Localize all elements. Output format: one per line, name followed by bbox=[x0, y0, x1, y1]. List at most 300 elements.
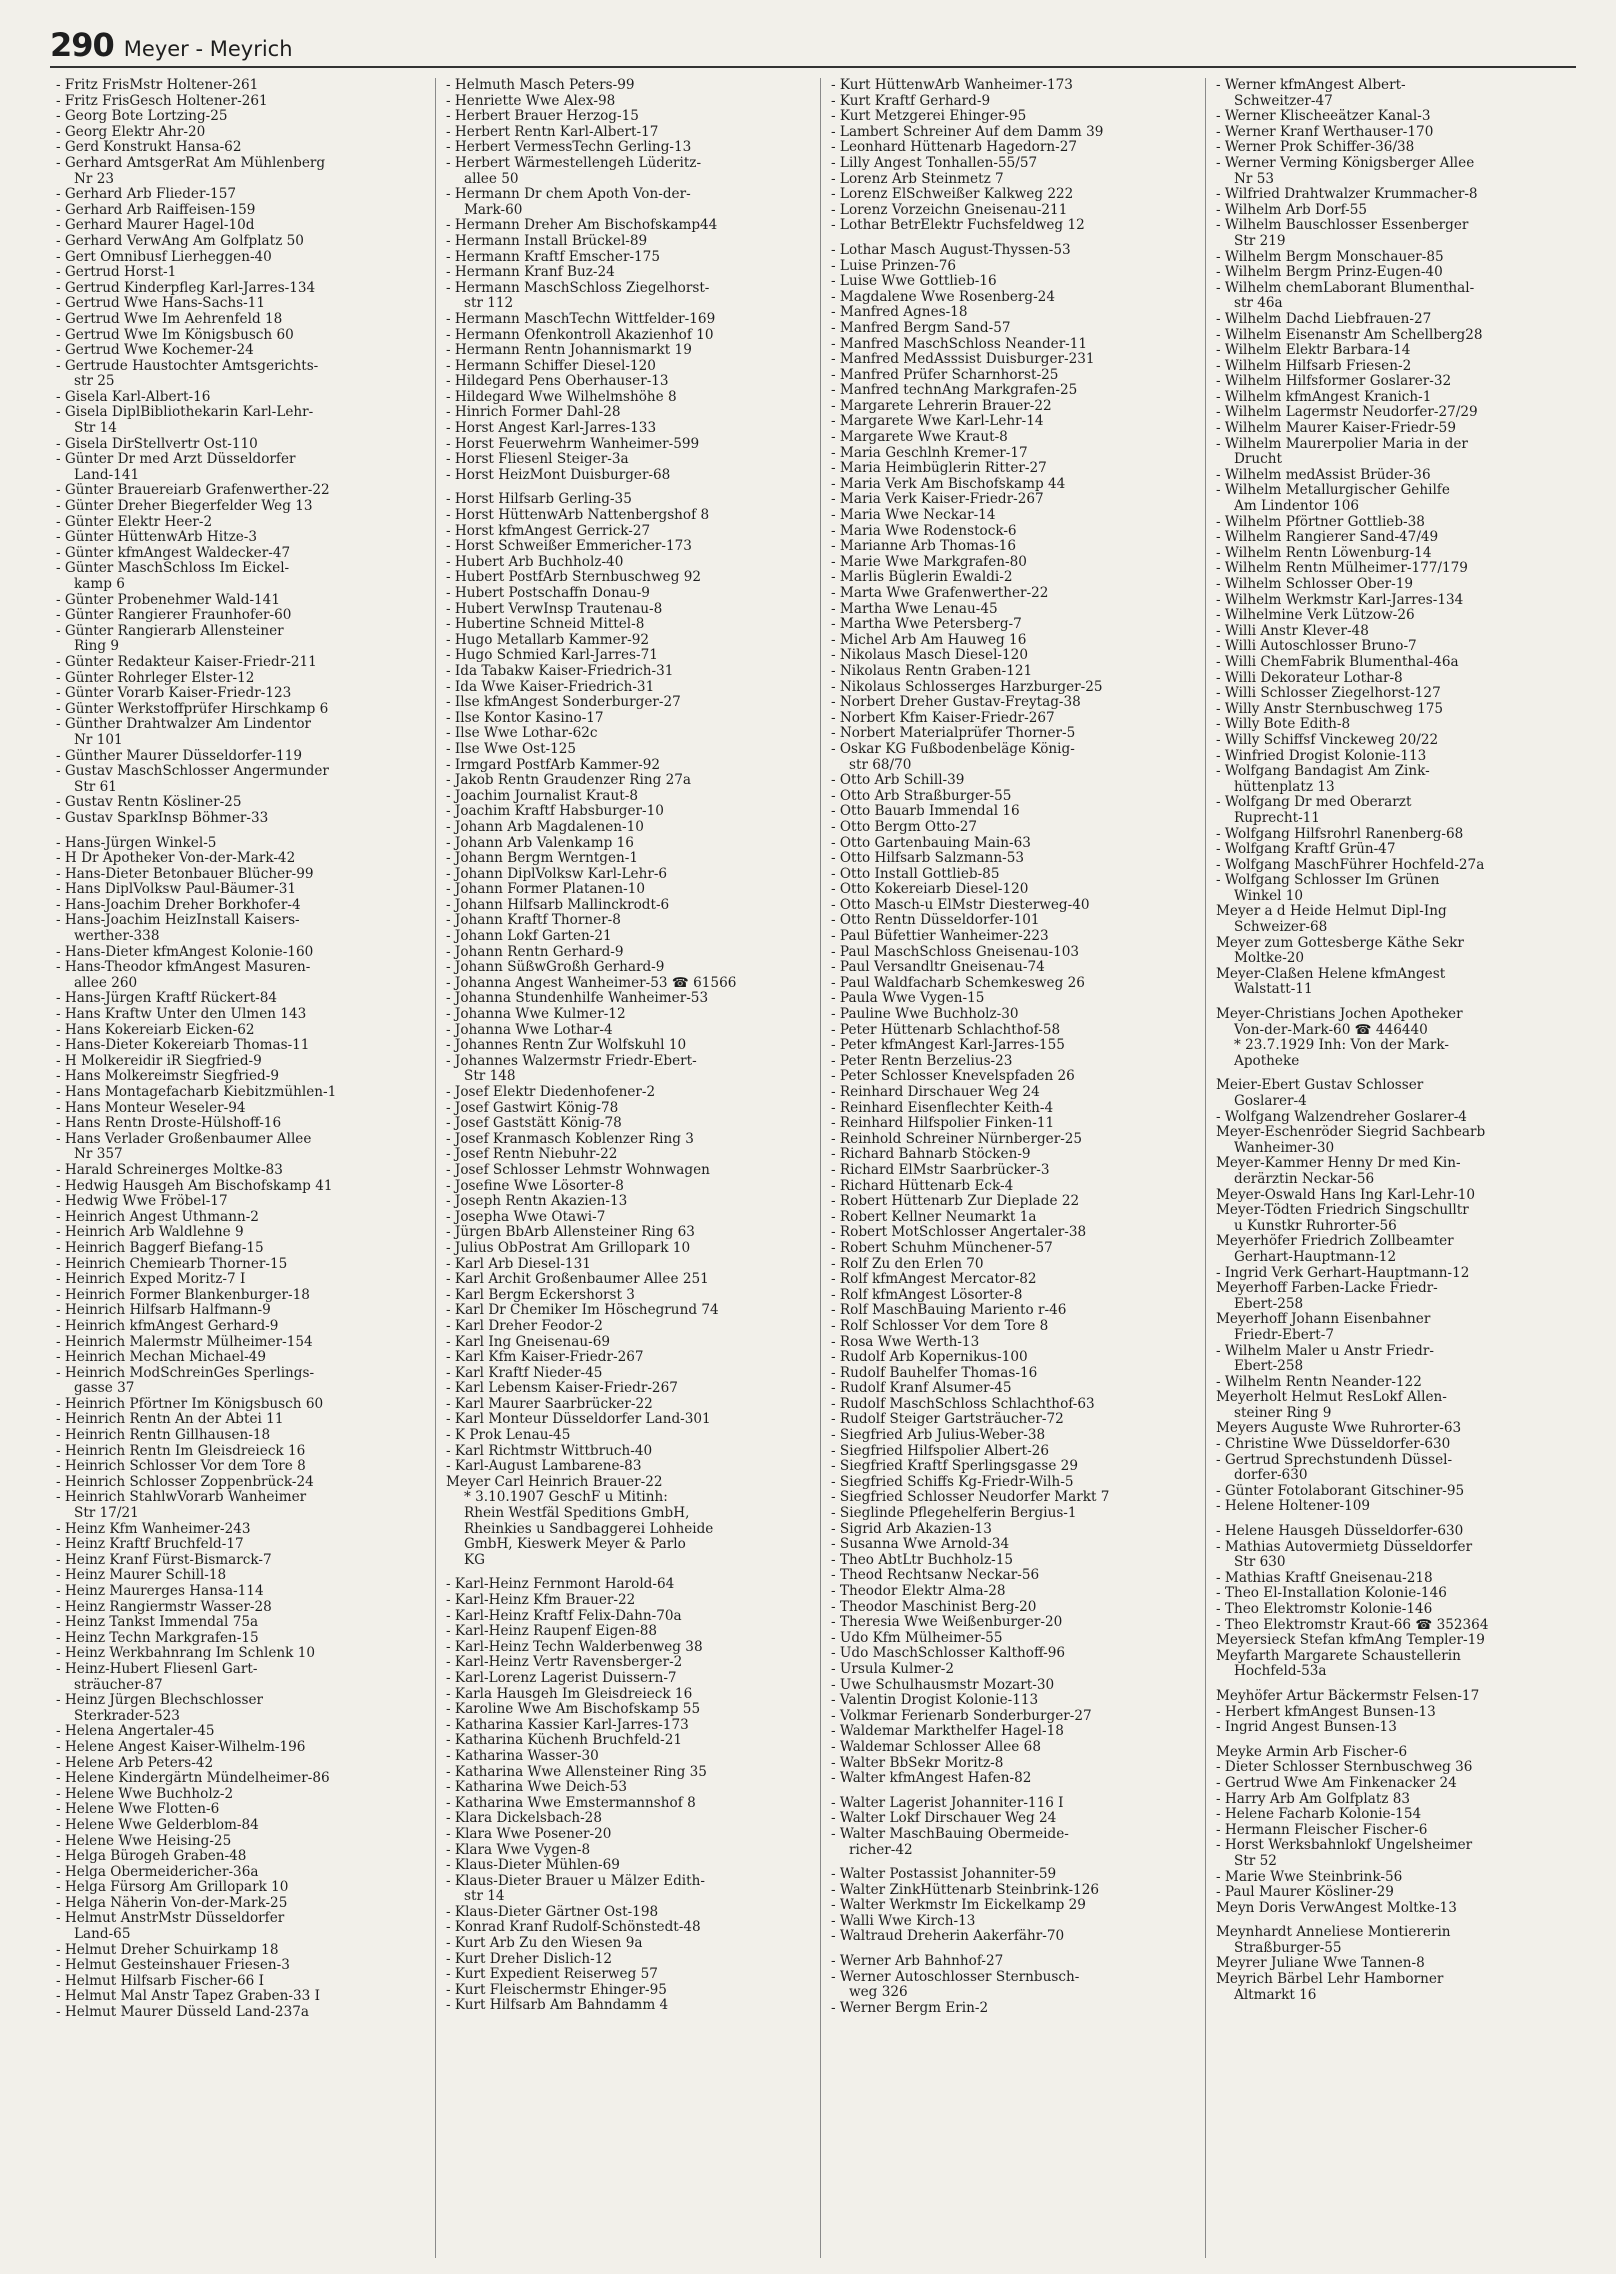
directory-entry: - Paul Büfettier Wanheimer-223 bbox=[831, 928, 1049, 945]
directory-entry: - Heinrich Arb Waldlehne 9 bbox=[56, 1224, 244, 1241]
directory-entry: - Gertrud Sprechstundenh Düssel- bbox=[1216, 1451, 1453, 1468]
directory-entry: - Gisela DirStellvertr Ost-110 bbox=[56, 435, 258, 452]
directory-entry: - Horst HeizMont Duisburger-68 bbox=[446, 466, 671, 483]
directory-entry: - Maria Heimbüglerin Ritter-27 bbox=[831, 460, 1047, 477]
directory-entry: - Karl-August Lambarene-83 bbox=[446, 1458, 642, 1475]
directory-entry: - Wilhelm Dachd Liebfrauen-27 bbox=[1216, 310, 1432, 327]
directory-entry: - Helena Angertaler-45 bbox=[56, 1723, 215, 1740]
directory-entry: - Siegfried Hilfspolier Albert-26 bbox=[831, 1442, 1050, 1459]
directory-entry-continuation: str 46a bbox=[1234, 295, 1283, 312]
directory-entry-continuation: str 68/70 bbox=[849, 756, 912, 773]
directory-entry-continuation: Friedr-Ebert-7 bbox=[1234, 1326, 1334, 1343]
directory-entry: - H Molkereidir iR Siegfried-9 bbox=[56, 1052, 262, 1069]
directory-entry-continuation: weg 326 bbox=[849, 1984, 908, 2001]
directory-entry: - Paul Maurer Kösliner-29 bbox=[1216, 1884, 1394, 1901]
directory-entry: - Horst kfmAngest Gerrick-27 bbox=[446, 522, 651, 539]
directory-entry: - Klaus-Dieter Mühlen-69 bbox=[446, 1857, 620, 1874]
directory-entry: - Heinrich Chemiearb Thorner-15 bbox=[56, 1255, 288, 1272]
directory-entry: - Gisela Karl-Albert-16 bbox=[56, 388, 211, 405]
directory-entry-continuation: Walstatt-11 bbox=[1234, 981, 1313, 998]
directory-entry-continuation: KG bbox=[464, 1551, 486, 1568]
directory-entry: - Kurt Arb Zu den Wiesen 9a bbox=[446, 1935, 643, 1952]
directory-column-1 bbox=[50, 78, 425, 2258]
directory-entry: - Luise Prinzen-76 bbox=[831, 257, 956, 274]
directory-entry: - Robert Hüttenarb Zur Dieplade 22 bbox=[831, 1193, 1080, 1210]
directory-entry: - Hans-Joachim HeizInstall Kaisers- bbox=[56, 912, 300, 929]
directory-entry: - Wilhelm Maurer Kaiser-Friedr-59 bbox=[1216, 420, 1456, 437]
directory-entry: - Helmuth Masch Peters-99 bbox=[446, 78, 635, 93]
directory-entry: - Reinhard Eisenflechter Keith-4 bbox=[831, 1099, 1054, 1116]
directory-entry: - Fritz FrisGesch Holtener-261 bbox=[56, 92, 268, 109]
directory-entry-continuation: Wanheimer-30 bbox=[1234, 1139, 1335, 1156]
directory-entry: - Wilhelm Bergm Prinz-Eugen-40 bbox=[1216, 264, 1443, 281]
directory-entry: - Heinz Rangiermstr Wasser-28 bbox=[56, 1598, 272, 1615]
directory-entry: - Wilhelm Rangierer Sand-47/49 bbox=[1216, 529, 1439, 546]
directory-entry: - Katharina Wasser-30 bbox=[446, 1747, 599, 1764]
directory-entry: - Hubert PostfArb Sternbuschweg 92 bbox=[446, 569, 702, 586]
directory-entry: - Hinrich Former Dahl-28 bbox=[446, 404, 621, 421]
directory-entry: - Heinz-Hubert Fliesenl Gart- bbox=[56, 1660, 258, 1677]
directory-entry: - Werner Kranf Werthauser-170 bbox=[1216, 123, 1434, 140]
directory-entry: - Gertrud Wwe Im Aehrenfeld 18 bbox=[56, 310, 283, 327]
directory-entry-continuation: u Kunstkr Ruhrorter-56 bbox=[1234, 1217, 1397, 1234]
directory-entry: - Otto Install Gottlieb-85 bbox=[831, 865, 1000, 882]
directory-entry: - Hermann Install Brückel-89 bbox=[446, 232, 648, 249]
directory-entry: - Wilhelm Bergm Monschauer-85 bbox=[1216, 248, 1444, 265]
directory-entry: Meyhöfer Artur Bäckermstr Felsen-17 bbox=[1216, 1687, 1480, 1704]
directory-entry: - Richard ElMstr Saarbrücker-3 bbox=[831, 1161, 1050, 1178]
directory-entry: - Nikolaus Rentn Graben-121 bbox=[831, 662, 1033, 679]
directory-entry: - Peter kfmAngest Karl-Jarres-155 bbox=[831, 1037, 1065, 1054]
directory-entry: - Heinrich Rentn Im Gleisdreieck 16 bbox=[56, 1442, 306, 1459]
directory-entry: - Heinrich Former Blankenburger-18 bbox=[56, 1286, 310, 1303]
directory-entry: - Günter Rohrleger Elster-12 bbox=[56, 669, 255, 686]
directory-entry: - Hans-Dieter Kokereiarb Thomas-11 bbox=[56, 1037, 310, 1054]
directory-entry: - Heinrich Hilfsarb Halfmann-9 bbox=[56, 1302, 271, 1319]
directory-entry-continuation: Str 61 bbox=[74, 778, 117, 795]
directory-entry: - Josef Gastwirt König-78 bbox=[446, 1099, 619, 1116]
directory-entry: - Wilhelm Bauschlosser Essenberger bbox=[1216, 217, 1469, 234]
directory-entry: - Paul Waldfacharb Schemkesweg 26 bbox=[831, 974, 1085, 991]
directory-entry: - Rolf kfmAngest Lösorter-8 bbox=[831, 1286, 1023, 1303]
directory-entry-continuation: Altmarkt 16 bbox=[1234, 1986, 1317, 2003]
directory-entry: - Karl Kraftf Nieder-45 bbox=[446, 1364, 603, 1381]
directory-entry: - Heinrich Pförtner Im Königsbusch 60 bbox=[56, 1395, 324, 1412]
directory-entry: Meyerhoff Farben-Lacke Friedr- bbox=[1216, 1280, 1438, 1297]
directory-column-4 bbox=[1205, 78, 1580, 2258]
directory-entry: - Wolfgang Hilfsrohrl Ranenberg-68 bbox=[1216, 825, 1464, 842]
directory-entry: - Margarete Wwe Kraut-8 bbox=[831, 429, 1008, 446]
directory-entry: - Joseph Rentn Akazien-13 bbox=[446, 1193, 628, 1210]
directory-entry: - Reinhard Hilfspolier Finken-11 bbox=[831, 1115, 1055, 1132]
directory-entry: Meyer zum Gottesberge Käthe Sekr bbox=[1216, 934, 1464, 951]
directory-entry: - Hubertine Schneid Mittel-8 bbox=[446, 616, 645, 633]
directory-entry: - Günter Elektr Heer-2 bbox=[56, 513, 213, 530]
directory-entry: - Katharina Wwe Emstermannshof 8 bbox=[446, 1794, 696, 1811]
directory-entry: - Johann Bergm Werntgen-1 bbox=[446, 850, 639, 867]
directory-entry: - Maria Wwe Rodenstock-6 bbox=[831, 522, 1017, 539]
directory-entry-continuation: Str 14 bbox=[74, 420, 117, 437]
directory-entry: - Hugo Metallarb Kammer-92 bbox=[446, 631, 650, 648]
directory-entry-continuation: Ring 9 bbox=[74, 638, 120, 655]
directory-entry: - Wilfried Drahtwalzer Krummacher-8 bbox=[1216, 186, 1478, 203]
directory-entry: - Susanna Wwe Arnold-34 bbox=[831, 1536, 1010, 1553]
directory-entry: - Valentin Drogist Kolonie-113 bbox=[831, 1692, 1039, 1709]
directory-entry: - Manfred Bergm Sand-57 bbox=[831, 319, 1011, 336]
directory-entry: - Hans Montagefacharb Kiebitzmühlen-1 bbox=[56, 1084, 337, 1100]
directory-entry: - Horst HüttenwArb Nattenbergshof 8 bbox=[446, 507, 710, 524]
directory-entry: - Gustav SparkInsp Böhmer-33 bbox=[56, 809, 269, 826]
directory-entry: - Georg Bote Lortzing-25 bbox=[56, 108, 228, 125]
directory-entry: - Manfred MedAsssist Duisburger-231 bbox=[831, 351, 1095, 368]
directory-entry: - Horst Feuerwehrm Wanheimer-599 bbox=[446, 435, 700, 452]
directory-entry: - Heinrich ModSchreinGes Sperlings- bbox=[56, 1364, 315, 1381]
directory-entry: - Wilhelm Rentn Neander-122 bbox=[1216, 1373, 1422, 1390]
directory-entry: - Katharina Kassier Karl-Jarres-173 bbox=[446, 1716, 689, 1733]
directory-entry: - Luise Wwe Gottlieb-16 bbox=[831, 273, 997, 290]
directory-entry: - Karl-Heinz Vertr Ravensberger-2 bbox=[446, 1654, 683, 1671]
directory-entry: - Manfred Prüfer Scharnhorst-25 bbox=[831, 366, 1059, 383]
directory-entry-continuation: Drucht bbox=[1234, 451, 1282, 468]
directory-entry: - Lothar BetrElektr Fuchsfeldweg 12 bbox=[831, 217, 1085, 234]
directory-entry: - Paula Wwe Vygen-15 bbox=[831, 990, 985, 1007]
directory-entry: - Günter Fotolaborant Gitschiner-95 bbox=[1216, 1482, 1465, 1499]
directory-entry: - Willi Schlosser Ziegelhorst-127 bbox=[1216, 685, 1441, 702]
directory-entry: - Johannes Walzermstr Friedr-Ebert- bbox=[446, 1052, 697, 1069]
directory-entry: - Hans Monteur Weseler-94 bbox=[56, 1099, 246, 1116]
directory-entry: - Waldemar Markthelfer Hagel-18 bbox=[831, 1723, 1064, 1740]
directory-entry: - Gertrud Wwe Hans-Sachs-11 bbox=[56, 295, 265, 312]
directory-entry: - Rolf Zu den Erlen 70 bbox=[831, 1255, 984, 1272]
directory-entry: - Otto Masch-u ElMstr Diesterweg-40 bbox=[831, 896, 1090, 913]
directory-entry: - Winfried Drogist Kolonie-113 bbox=[1216, 747, 1427, 764]
directory-entry-continuation: Str 219 bbox=[1234, 232, 1286, 249]
directory-entry-continuation: Ebert-258 bbox=[1234, 1358, 1304, 1375]
directory-entry: - Theresia Wwe Weißenburger-20 bbox=[831, 1614, 1063, 1631]
directory-entry: - Theo Elektromstr Kraut-66 ☎ 352364 bbox=[1216, 1616, 1489, 1633]
directory-entry: - Günther Drahtwalzer Am Lindentor bbox=[56, 716, 312, 733]
directory-entry-continuation: Rheinkies u Sandbaggerei Lohheide bbox=[464, 1520, 714, 1537]
directory-entry: - Heinz Tankst Immendal 75a bbox=[56, 1614, 259, 1631]
directory-entry: - Gert Omnibusf Lierheggen-40 bbox=[56, 248, 272, 265]
directory-entry: - Wolfgang Bandagist Am Zink- bbox=[1216, 763, 1430, 780]
directory-entry: - Lambert Schreiner Auf dem Damm 39 bbox=[831, 123, 1104, 140]
directory-entry: - Gertrud Wwe Im Königsbusch 60 bbox=[56, 326, 294, 343]
directory-entry: - Helmut Dreher Schuirkamp 18 bbox=[56, 1941, 279, 1958]
directory-entry: - Rudolf Steiger Gartsträucher-72 bbox=[831, 1411, 1064, 1428]
directory-entry-continuation: Gerhart-Hauptmann-12 bbox=[1234, 1248, 1397, 1265]
directory-entry: - Johanna Angest Wanheimer-53 ☎ 61566 bbox=[446, 974, 737, 991]
directory-entry: - Kurt Hilfsarb Am Bahndamm 4 bbox=[446, 1997, 669, 2014]
directory-entry: - Karl-Heinz Fernmont Harold-64 bbox=[446, 1576, 675, 1593]
directory-entry: - Ilse kfmAngest Sonderburger-27 bbox=[446, 694, 681, 711]
directory-entry: - Hermann Kraftf Emscher-175 bbox=[446, 248, 660, 265]
directory-entry: - Harald Schreinerges Moltke-83 bbox=[56, 1161, 283, 1178]
directory-entry: - Heinrich Baggerf Biefang-15 bbox=[56, 1239, 264, 1256]
directory-entry: - Hermann MaschTechn Wittfelder-169 bbox=[446, 310, 716, 327]
directory-entry: - Siegfried Arb Julius-Weber-38 bbox=[831, 1427, 1046, 1444]
directory-entry: - Klara Wwe Posener-20 bbox=[446, 1825, 612, 1842]
directory-entry: - Siegfried Schiffs Kg-Friedr-Wilh-5 bbox=[831, 1473, 1074, 1490]
directory-entry: - Helmut Mal Anstr Tapez Graben-33 I bbox=[56, 1988, 321, 2005]
directory-entry: - Johann Hilfsarb Mallinckrodt-6 bbox=[446, 896, 670, 913]
directory-entry: - Wolfgang Walzendreher Goslarer-4 bbox=[1216, 1108, 1467, 1125]
directory-entry-continuation: * 3.10.1907 GeschF u Mitinh: bbox=[464, 1489, 668, 1506]
directory-entry: - Josefine Wwe Lösorter-8 bbox=[446, 1177, 624, 1194]
directory-entry: - Theodor Elektr Alma-28 bbox=[831, 1583, 1006, 1599]
directory-entry: - Wolfgang MaschFührer Hochfeld-27a bbox=[1216, 856, 1485, 873]
directory-entry: - Gustav Rentn Kösliner-25 bbox=[56, 794, 242, 811]
directory-entry: - Sigrid Arb Akazien-13 bbox=[831, 1520, 992, 1537]
directory-entry-continuation: Ruprecht-11 bbox=[1234, 809, 1320, 826]
directory-entry: - Nikolaus Schlosserges Harzburger-25 bbox=[831, 678, 1103, 695]
directory-entry: - Günter Brauereiarb Grafenwerther-22 bbox=[56, 482, 330, 499]
directory-entry: - Hans-Theodor kfmAngest Masuren- bbox=[56, 959, 311, 976]
directory-entry: - Rolf kfmAngest Mercator-82 bbox=[831, 1271, 1037, 1288]
directory-entry: - Johann Rentn Gerhard-9 bbox=[446, 943, 624, 960]
directory-entry: Meyer-Eschenröder Siegrid Sachbearb bbox=[1216, 1124, 1486, 1141]
directory-entry: - Uwe Schulhausmstr Mozart-30 bbox=[831, 1676, 1055, 1693]
directory-entry-continuation: Ebert-258 bbox=[1234, 1295, 1304, 1312]
directory-entry: - Günter Werkstoffprüfer Hirschkamp 6 bbox=[56, 700, 329, 717]
directory-entry: - Heinrich Rentn An der Abtei 11 bbox=[56, 1411, 284, 1428]
directory-entry: - Horst Werksbahnlokf Ungelsheimer bbox=[1216, 1837, 1473, 1854]
directory-entry: - Udo Kfm Mülheimer-55 bbox=[831, 1629, 1003, 1646]
directory-entry: - Hedwig Wwe Fröbel-17 bbox=[56, 1193, 228, 1210]
directory-entry: - Helene Facharb Kolonie-154 bbox=[1216, 1806, 1422, 1823]
directory-entry: - Robert Schuhm Münchener-57 bbox=[831, 1239, 1053, 1256]
directory-entry: - Willi Autoschlosser Bruno-7 bbox=[1216, 638, 1417, 655]
directory-entry: - Karl Lebensm Kaiser-Friedr-267 bbox=[446, 1380, 678, 1397]
directory-entry: - Johanna Stundenhilfe Wanheimer-53 bbox=[446, 990, 709, 1007]
directory-entry: - Hans DiplVolksw Paul-Bäumer-31 bbox=[56, 881, 297, 898]
directory-entry-continuation: dorfer-630 bbox=[1234, 1467, 1308, 1484]
directory-entry: - Karl-Heinz Kfm Brauer-22 bbox=[446, 1592, 636, 1608]
directory-entry-continuation: Am Lindentor 106 bbox=[1234, 498, 1360, 515]
directory-entry: - Johann Arb Valenkamp 16 bbox=[446, 834, 634, 851]
directory-entry: Meyrich Bärbel Lehr Hamborner bbox=[1216, 1971, 1444, 1988]
directory-entry: - Maria Wwe Neckar-14 bbox=[831, 507, 996, 524]
directory-entry: - Gerhard VerwAng Am Golfplatz 50 bbox=[56, 232, 304, 249]
directory-entry: - Helmut Maurer Düsseld Land-237a bbox=[56, 2004, 309, 2021]
directory-entry: - Heinrich Rentn Gillhausen-18 bbox=[56, 1427, 271, 1444]
directory-entry: - Johannes Rentn Zur Wolfskuhl 10 bbox=[446, 1037, 687, 1054]
directory-entry: - Helmut Hilfsarb Fischer-66 I bbox=[56, 1972, 265, 1989]
directory-entry: - Werner Klischeeätzer Kanal-3 bbox=[1216, 108, 1431, 125]
directory-entry: - Peter Schlosser Knevelspfaden 26 bbox=[831, 1068, 1075, 1085]
directory-entry: - Werner Bergm Erin-2 bbox=[831, 1999, 989, 2016]
directory-entry-continuation: allee 260 bbox=[74, 974, 138, 991]
directory-entry: - Heinz Kfm Wanheimer-243 bbox=[56, 1520, 251, 1537]
directory-entry: - Willy Schiffsf Vinckeweg 20/22 bbox=[1216, 731, 1439, 748]
directory-entry: - Harry Arb Am Golfplatz 83 bbox=[1216, 1790, 1411, 1807]
directory-entry: - Gertrud Kinderpfleg Karl-Jarres-134 bbox=[56, 279, 316, 296]
directory-entry: - Werner Arb Bahnhof-27 bbox=[831, 1953, 1004, 1970]
directory-entry: - Gerhard Maurer Hagel-10d bbox=[56, 217, 255, 234]
directory-entry: - Herbert Brauer Herzog-15 bbox=[446, 108, 639, 125]
directory-entry: - Heinz Maurer Schill-18 bbox=[56, 1567, 227, 1584]
directory-entry: - Margarete Lehrerin Brauer-22 bbox=[831, 397, 1052, 414]
directory-entry: - Otto Kokereiarb Diesel-120 bbox=[831, 881, 1029, 898]
directory-entry: - Werner kfmAngest Albert- bbox=[1216, 78, 1406, 93]
directory-entry-continuation: Mark-60 bbox=[464, 201, 523, 218]
directory-entry: - Wolfgang Schlosser Im Grünen bbox=[1216, 872, 1440, 889]
directory-entry: - Johann Lokf Garten-21 bbox=[446, 928, 612, 945]
directory-entry: - Margarete Wwe Karl-Lehr-14 bbox=[831, 413, 1044, 430]
directory-entry: - Josef Elektr Diedenhofener-2 bbox=[446, 1084, 656, 1100]
directory-entry: - Manfred MaschSchloss Neander-11 bbox=[831, 335, 1088, 352]
directory-entry: - Hans Verlader Großenbaumer Allee bbox=[56, 1130, 312, 1147]
directory-entry: - Willy Bote Edith-8 bbox=[1216, 716, 1351, 733]
directory-entry: - Karl-Lorenz Lagerist Duissern-7 bbox=[446, 1669, 677, 1686]
directory-entry: - Willi Dekorateur Lothar-8 bbox=[1216, 669, 1403, 686]
directory-entry: - Reinhold Schreiner Nürnberger-25 bbox=[831, 1130, 1083, 1147]
directory-entry: - Wolfgang Dr med Oberarzt bbox=[1216, 794, 1412, 811]
directory-entry: - Wilhelm Hilfsformer Goslarer-32 bbox=[1216, 373, 1452, 390]
directory-entry: - Wilhelm Arb Dorf-55 bbox=[1216, 201, 1368, 218]
directory-entry: - Karl Archit Großenbaumer Allee 251 bbox=[446, 1271, 709, 1288]
directory-entry: - Irmgard PostfArb Kammer-92 bbox=[446, 756, 661, 773]
directory-entry: - Wilhelm Eisenanstr Am Schellberg28 bbox=[1216, 326, 1483, 343]
directory-entry: - Theo AbtLtr Buchholz-15 bbox=[831, 1551, 1014, 1568]
directory-entry: - Richard Hüttenarb Eck-4 bbox=[831, 1177, 1014, 1194]
directory-entry: - Karl Monteur Düsseldorfer Land-301 bbox=[446, 1411, 711, 1428]
directory-entry: - Johann Arb Magdalenen-10 bbox=[446, 818, 644, 835]
directory-entry: - Wilhelm Maurerpolier Maria in der bbox=[1216, 435, 1468, 452]
directory-entry: - Hermann Kranf Buz-24 bbox=[446, 264, 615, 281]
directory-entry: - Heinrich Angest Uthmann-2 bbox=[56, 1208, 259, 1225]
directory-entry: - Wilhelm medAssist Brüder-36 bbox=[1216, 466, 1431, 483]
directory-entry: - Hans-Dieter Betonbauer Blücher-99 bbox=[56, 865, 314, 882]
directory-entry: - Günter Vorarb Kaiser-Friedr-123 bbox=[56, 685, 292, 702]
directory-entry: - Konrad Kranf Rudolf-Schönstedt-48 bbox=[446, 1919, 701, 1936]
directory-entry: - Ida Wwe Kaiser-Friedrich-31 bbox=[446, 678, 655, 695]
directory-entry-continuation: Winkel 10 bbox=[1234, 887, 1304, 904]
directory-entry: - Theo Elektromstr Kolonie-146 bbox=[1216, 1601, 1433, 1617]
directory-entry: - Hermann Schiffer Diesel-120 bbox=[446, 357, 656, 374]
directory-entry: Meynhardt Anneliese Montiererin bbox=[1216, 1924, 1451, 1941]
directory-entry-continuation: Sterkrader-523 bbox=[74, 1707, 180, 1724]
directory-entry: - Hermann Dreher Am Bischofskamp44 bbox=[446, 217, 718, 234]
directory-entry-continuation: * 23.7.1929 Inh: Von der Mark- bbox=[1234, 1037, 1449, 1054]
directory-entry: - Hans Rentn Droste-Hülshoff-16 bbox=[56, 1115, 282, 1132]
directory-entry: - Peter Rentn Berzelius-23 bbox=[831, 1052, 1013, 1069]
directory-entry-continuation: derärztin Neckar-56 bbox=[1234, 1170, 1375, 1187]
directory-entry: - Rudolf MaschSchloss Schlachthof-63 bbox=[831, 1395, 1095, 1412]
directory-entry: - Walter ZinkHüttenarb Steinbrink-126 bbox=[831, 1881, 1099, 1898]
directory-entry: - Maria Geschlnh Kremer-17 bbox=[831, 444, 1028, 461]
directory-entry: - Günter MaschSchloss Im Eickel- bbox=[56, 560, 290, 577]
directory-entry: - Klaus-Dieter Brauer u Mälzer Edith- bbox=[446, 1872, 705, 1889]
directory-entry: - Mathias Autovermietg Düsseldorfer bbox=[1216, 1538, 1473, 1555]
directory-entry: Meyer-Oswald Hans Ing Karl-Lehr-10 bbox=[1216, 1186, 1476, 1203]
directory-entry: - Rolf Schlosser Vor dem Tore 8 bbox=[831, 1317, 1049, 1334]
directory-entry: - Hans-Jürgen Winkel-5 bbox=[56, 834, 217, 851]
directory-entry: - Helene Hausgeh Düsseldorfer-630 bbox=[1216, 1523, 1464, 1540]
directory-entry: - Willy Anstr Sternbuschweg 175 bbox=[1216, 700, 1444, 717]
directory-entry: - Otto Arb Straßburger-55 bbox=[831, 787, 1012, 804]
directory-entry: - Klara Dickelsbach-28 bbox=[446, 1810, 602, 1827]
directory-entry: - Otto Hilfsarb Salzmann-53 bbox=[831, 850, 1024, 867]
directory-entry: - Joachim Kraftf Habsburger-10 bbox=[446, 803, 664, 820]
directory-entry: - Manfred technAng Markgrafen-25 bbox=[831, 382, 1078, 399]
directory-entry: - Hildegard Pens Oberhauser-13 bbox=[446, 373, 669, 390]
directory-entry: - Magdalene Wwe Rosenberg-24 bbox=[831, 288, 1055, 305]
directory-entry: - Georg Elektr Ahr-20 bbox=[56, 123, 206, 140]
directory-entry: - Helene Wwe Buchholz-2 bbox=[56, 1785, 234, 1802]
directory-entry: - Ilse Wwe Lothar-62c bbox=[446, 725, 598, 742]
directory-entry: Meyfarth Margarete Schaustellerin bbox=[1216, 1647, 1461, 1664]
directory-entry: - Ida Tabakw Kaiser-Friedrich-31 bbox=[446, 662, 674, 679]
directory-entry: - Hans Molkereimstr Siegfried-9 bbox=[56, 1068, 279, 1085]
directory-entry: - Josef Gaststätt König-78 bbox=[446, 1115, 622, 1132]
directory-entry: - Heinrich Schlosser Vor dem Tore 8 bbox=[56, 1458, 306, 1475]
directory-entry: - Gerd Konstrukt Hansa-62 bbox=[56, 139, 242, 156]
directory-entry: - Volkmar Ferienarb Sonderburger-27 bbox=[831, 1707, 1092, 1724]
directory-entry: - Herbert kfmAngest Bunsen-13 bbox=[1216, 1703, 1436, 1720]
directory-entry: - Walter Postassist Johanniter-59 bbox=[831, 1866, 1057, 1883]
directory-entry: - Helene Wwe Heising-25 bbox=[56, 1832, 232, 1849]
directory-entry: - Paul Versandltr Gneisenau-74 bbox=[831, 959, 1045, 976]
directory-entry: - Ingrid Angest Bunsen-13 bbox=[1216, 1719, 1397, 1736]
directory-entry-continuation: Moltke-20 bbox=[1234, 950, 1305, 967]
directory-entry: - Günter Rangierarb Allensteiner bbox=[56, 622, 284, 639]
directory-entry-continuation: werther-338 bbox=[74, 928, 160, 945]
directory-entry: - Rosa Wwe Werth-13 bbox=[831, 1333, 980, 1350]
directory-entry: - Wilhelm Elektr Barbara-14 bbox=[1216, 342, 1411, 359]
page-number: 290 bbox=[50, 26, 114, 64]
directory-entry: - Karl-Heinz Techn Walderbenweg 38 bbox=[446, 1638, 703, 1655]
directory-entry: - Josepha Wwe Otawi-7 bbox=[446, 1208, 606, 1225]
directory-entry: - Wilhelm chemLaborant Blumenthal- bbox=[1216, 279, 1475, 296]
directory-entry: - Otto Gartenbauing Main-63 bbox=[831, 834, 1031, 851]
directory-entry: - Günter Rangierer Fraunhofer-60 bbox=[56, 607, 292, 624]
directory-entry-continuation: gasse 37 bbox=[74, 1380, 135, 1397]
directory-entry: - Walter BbSekr Moritz-8 bbox=[831, 1754, 1004, 1771]
directory-entry: Meier-Ebert Gustav Schlosser bbox=[1216, 1077, 1424, 1094]
directory-columns bbox=[50, 78, 1580, 2258]
directory-entry: - Otto Bergm Otto-27 bbox=[831, 818, 978, 835]
directory-entry: - Marta Wwe Grafenwerther-22 bbox=[831, 585, 1049, 601]
directory-entry-continuation: kamp 6 bbox=[74, 576, 125, 592]
directory-entry: - Helmut Gesteinshauer Friesen-3 bbox=[56, 1957, 290, 1974]
directory-entry: - Josef Rentn Niebuhr-22 bbox=[446, 1146, 618, 1163]
directory-entry: - Michel Arb Am Hauweg 16 bbox=[831, 631, 1027, 648]
directory-entry: - Lorenz Vorzeichn Gneisenau-211 bbox=[831, 201, 1068, 218]
directory-entry: - Kurt HüttenwArb Wanheimer-173 bbox=[831, 78, 1073, 93]
directory-entry: - Dieter Schlosser Sternbuschweg 36 bbox=[1216, 1759, 1473, 1776]
directory-entry-continuation: Rhein Westfäl Speditions GmbH, bbox=[464, 1505, 690, 1522]
directory-entry: - Hubert VerwInsp Trautenau-8 bbox=[446, 600, 663, 617]
directory-entry-continuation: str 25 bbox=[74, 373, 115, 390]
directory-entry: - Gisela DiplBibliothekarin Karl-Lehr- bbox=[56, 404, 314, 421]
directory-entry: - Wilhelm Schlosser Ober-19 bbox=[1216, 576, 1414, 592]
directory-entry: - Helene Wwe Gelderblom-84 bbox=[56, 1816, 259, 1833]
directory-entry: - Pauline Wwe Buchholz-30 bbox=[831, 1006, 1019, 1023]
directory-entry-continuation: hüttenplatz 13 bbox=[1234, 778, 1335, 795]
directory-entry: - Heinz Techn Markgrafen-15 bbox=[56, 1629, 259, 1646]
directory-entry: - Lorenz ElSchweißer Kalkweg 222 bbox=[831, 186, 1074, 203]
directory-entry: Meyer Carl Heinrich Brauer-22 bbox=[446, 1473, 663, 1490]
directory-entry: Meyrer Juliane Wwe Tannen-8 bbox=[1216, 1955, 1425, 1972]
directory-entry: - Helga Näherin Von-der-Mark-25 bbox=[56, 1894, 288, 1911]
directory-entry: - Heinz Kraftf Bruchfeld-17 bbox=[56, 1536, 244, 1553]
directory-entry: - Lilly Angest Tonhallen-55/57 bbox=[831, 154, 1038, 171]
directory-entry: - Gustav MaschSchlosser Angermunder bbox=[56, 763, 329, 780]
directory-entry: - Werner Prok Schiffer-36/38 bbox=[1216, 139, 1415, 156]
directory-entry: - Günter Dreher Biegerfelder Weg 13 bbox=[56, 498, 313, 515]
directory-entry: - Walter Lokf Dirschauer Weg 24 bbox=[831, 1810, 1057, 1827]
